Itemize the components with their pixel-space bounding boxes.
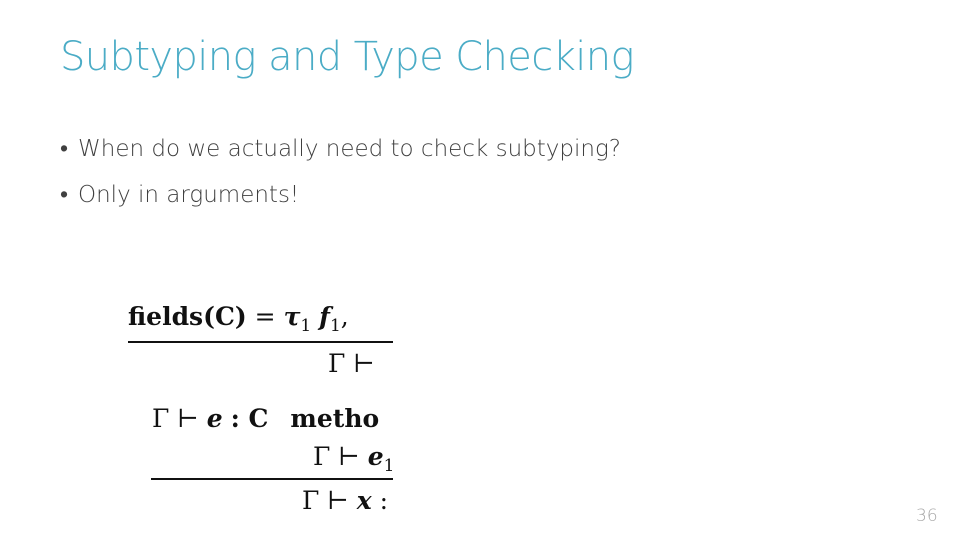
rule2-premise: Γ ⊢ e : C metho [152, 404, 380, 433]
bullet-marker: • [60, 182, 69, 208]
rule1-conclusion: Γ ⊢ [328, 349, 375, 378]
bullet-text: When do we actually need to check subtyping? [78, 136, 621, 162]
rule2-conclusion: Γ ⊢ x : [302, 486, 389, 515]
bullet-item [60, 178, 621, 224]
bullet-marker: • [60, 136, 69, 162]
bullet-item [60, 132, 621, 178]
rule1-inference-bar [128, 341, 393, 343]
slide-number: 36 [916, 506, 938, 526]
slide-title: Subtyping and Type Checking [60, 34, 634, 80]
rule2-premise-line2: Γ ⊢ $e_1$ [313, 442, 395, 476]
rule1-premise: fields(C) = $\tau_1$ $f_1$, [128, 302, 349, 336]
typing-rules-image [120, 290, 393, 522]
bullet-list [60, 132, 621, 224]
bullet-text: Only in arguments! [78, 182, 300, 208]
rule2-inference-bar [151, 478, 393, 480]
